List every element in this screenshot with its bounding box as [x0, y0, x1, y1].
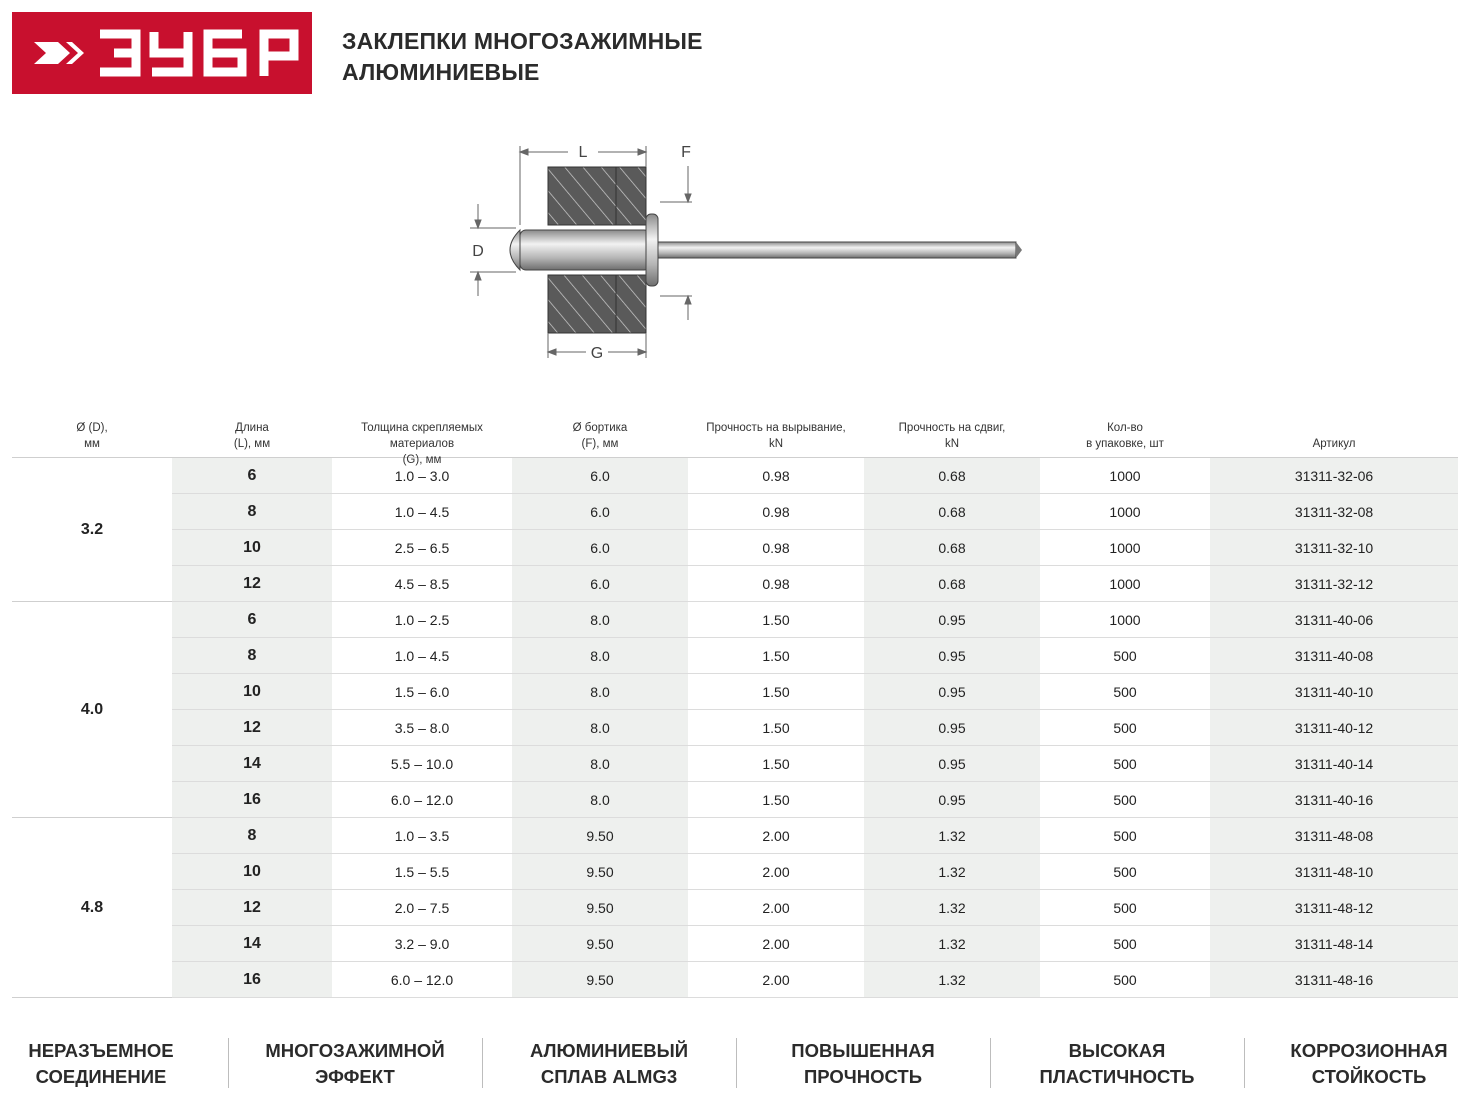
- title-line-1: ЗАКЛЕПКИ МНОГОЗАЖИМНЫЕ: [342, 28, 703, 54]
- label-d: D: [472, 243, 484, 260]
- pull-cell: 1.50: [688, 602, 864, 638]
- feature-item: МНОГОЗАЖИМНОЙ ЭФФЕКТ: [265, 1040, 445, 1087]
- f-cell: 8.0: [512, 746, 688, 782]
- label-g: G: [590, 345, 604, 362]
- shear-cell: 1.32: [864, 926, 1040, 962]
- len-cell: 12: [172, 566, 332, 602]
- shear-cell: 0.95: [864, 782, 1040, 818]
- table-row: [12, 638, 1458, 674]
- label-f: F: [681, 144, 691, 161]
- g-cell: 1.0 – 4.5: [332, 494, 512, 530]
- art-cell: 31311-40-10: [1210, 674, 1458, 710]
- table-row: [12, 746, 1458, 782]
- g-cell: 1.5 – 5.5: [332, 854, 512, 890]
- art-cell: 31311-32-12: [1210, 566, 1458, 602]
- qty-cell: 500: [1040, 854, 1210, 890]
- pull-cell: 1.50: [688, 710, 864, 746]
- feature-item: КОРРОЗИОННАЯ СТОЙКОСТЬ: [1290, 1040, 1448, 1087]
- len-cell: 6: [172, 602, 332, 638]
- g-cell: 6.0 – 12.0: [332, 962, 512, 998]
- len-cell: 14: [172, 746, 332, 782]
- feature-item: НЕРАЗЪЕМНОЕ СОЕДИНЕНИЕ: [28, 1040, 174, 1087]
- spec-rows: [12, 457, 1458, 998]
- art-cell: 31311-32-08: [1210, 494, 1458, 530]
- shear-cell: 0.95: [864, 638, 1040, 674]
- f-cell: 6.0: [512, 458, 688, 494]
- f-cell: 8.0: [512, 782, 688, 818]
- qty-cell: 1000: [1040, 602, 1210, 638]
- f-cell: 8.0: [512, 674, 688, 710]
- plate-bottom-left: [548, 275, 616, 333]
- feature-divider: [228, 1038, 229, 1088]
- mandrel-tip: [1016, 242, 1022, 258]
- shear-cell: 1.32: [864, 890, 1040, 926]
- g-cell: 3.2 – 9.0: [332, 926, 512, 962]
- spec-table: [12, 415, 1458, 998]
- qty-cell: 500: [1040, 962, 1210, 998]
- shear-cell: 0.95: [864, 674, 1040, 710]
- qty-cell: 500: [1040, 710, 1210, 746]
- len-cell: 12: [172, 890, 332, 926]
- pull-cell: 2.00: [688, 890, 864, 926]
- table-row: [12, 962, 1458, 998]
- pull-cell: 1.50: [688, 782, 864, 818]
- f-cell: 8.0: [512, 638, 688, 674]
- table-row: [12, 782, 1458, 818]
- zubr-logo-icon: [12, 12, 312, 94]
- shear-cell: 0.95: [864, 746, 1040, 782]
- feature-divider: [482, 1038, 483, 1088]
- table-row: [12, 710, 1458, 746]
- g-cell: 5.5 – 10.0: [332, 746, 512, 782]
- art-cell: 31311-48-08: [1210, 818, 1458, 854]
- g-cell: 1.0 – 3.0: [332, 458, 512, 494]
- art-cell: 31311-48-12: [1210, 890, 1458, 926]
- g-cell: 1.0 – 2.5: [332, 602, 512, 638]
- diameter-cell: 4.0: [12, 602, 172, 818]
- header-length: Длина (L), мм: [233, 422, 271, 450]
- table-row: [12, 530, 1458, 566]
- pull-cell: 0.98: [688, 566, 864, 602]
- rivet-mandrel: [658, 242, 1016, 258]
- feature-item: ПОВЫШЕННАЯ ПРОЧНОСТЬ: [791, 1040, 935, 1087]
- table-row: [12, 818, 1458, 854]
- art-cell: 31311-32-06: [1210, 458, 1458, 494]
- f-cell: 9.50: [512, 890, 688, 926]
- qty-cell: 500: [1040, 782, 1210, 818]
- art-cell: 31311-32-10: [1210, 530, 1458, 566]
- feature-divider: [1244, 1038, 1245, 1088]
- f-cell: 9.50: [512, 926, 688, 962]
- diameter-cell: 3.2: [12, 458, 172, 602]
- art-cell: 31311-40-16: [1210, 782, 1458, 818]
- art-cell: 31311-40-14: [1210, 746, 1458, 782]
- table-header: [12, 415, 1458, 466]
- feature-item: АЛЮМИНИЕВЫЙ СПЛАВ ALMG3: [529, 1040, 689, 1087]
- qty-cell: 500: [1040, 746, 1210, 782]
- pull-cell: 1.50: [688, 674, 864, 710]
- len-cell: 16: [172, 962, 332, 998]
- g-cell: 4.5 – 8.5: [332, 566, 512, 602]
- qty-cell: 1000: [1040, 530, 1210, 566]
- g-cell: 2.0 – 7.5: [332, 890, 512, 926]
- table-row: [12, 494, 1458, 530]
- len-cell: 12: [172, 710, 332, 746]
- art-cell: 31311-40-06: [1210, 602, 1458, 638]
- pull-cell: 1.50: [688, 638, 864, 674]
- diameter-cell: 4.8: [12, 818, 172, 998]
- g-cell: 6.0 – 12.0: [332, 782, 512, 818]
- header-article: Артикул: [1312, 438, 1356, 450]
- rivet-body: [520, 230, 650, 270]
- art-cell: 31311-48-16: [1210, 962, 1458, 998]
- brand-logo: [12, 12, 312, 94]
- len-cell: 6: [172, 458, 332, 494]
- feature-item: ВЫСОКАЯ ПЛАСТИЧНОСТЬ: [1039, 1040, 1195, 1087]
- plate-top-left: [548, 167, 616, 225]
- feature-divider: [990, 1038, 991, 1088]
- shear-cell: 0.68: [864, 530, 1040, 566]
- pull-cell: 2.00: [688, 962, 864, 998]
- pull-cell: 2.00: [688, 854, 864, 890]
- pull-cell: 0.98: [688, 530, 864, 566]
- g-cell: 2.5 – 6.5: [332, 530, 512, 566]
- feature-strip: [0, 1034, 1465, 1094]
- g-cell: 1.0 – 4.5: [332, 638, 512, 674]
- header-pull: Прочность на вырывание, kN: [706, 422, 846, 450]
- art-cell: 31311-40-08: [1210, 638, 1458, 674]
- len-cell: 10: [172, 674, 332, 710]
- f-cell: 9.50: [512, 854, 688, 890]
- g-cell: 1.0 – 3.5: [332, 818, 512, 854]
- qty-cell: 500: [1040, 818, 1210, 854]
- art-cell: 31311-40-12: [1210, 710, 1458, 746]
- header-shear: Прочность на сдвиг, kN: [898, 422, 1006, 450]
- title-line-2: АЛЮМИНИЕВЫЕ: [342, 59, 540, 85]
- header-grip: Толщина скрепляемых материалов (G), мм: [361, 422, 483, 466]
- f-cell: 6.0: [512, 566, 688, 602]
- len-cell: 10: [172, 530, 332, 566]
- qty-cell: 500: [1040, 674, 1210, 710]
- table-row: [12, 458, 1458, 494]
- qty-cell: 1000: [1040, 566, 1210, 602]
- shear-cell: 0.68: [864, 566, 1040, 602]
- header-qty: Кол-во в упаковке, шт: [1086, 422, 1164, 450]
- table-row: [12, 854, 1458, 890]
- table-row: [12, 926, 1458, 962]
- g-cell: 3.5 – 8.0: [332, 710, 512, 746]
- len-cell: 14: [172, 926, 332, 962]
- plate-bottom-right: [616, 275, 646, 333]
- shear-cell: 0.95: [864, 710, 1040, 746]
- shear-cell: 1.32: [864, 962, 1040, 998]
- shear-cell: 0.68: [864, 458, 1040, 494]
- len-cell: 8: [172, 638, 332, 674]
- f-cell: 8.0: [512, 710, 688, 746]
- art-cell: 31311-48-14: [1210, 926, 1458, 962]
- qty-cell: 500: [1040, 926, 1210, 962]
- rivet-diagram: [460, 130, 1040, 370]
- f-cell: 6.0: [512, 530, 688, 566]
- page-title: [342, 26, 703, 88]
- table-row: [12, 890, 1458, 926]
- pull-cell: 1.50: [688, 746, 864, 782]
- shear-cell: 0.68: [864, 494, 1040, 530]
- rivet-flange: [646, 214, 658, 286]
- header-diameter: Ø (D), мм: [76, 422, 108, 450]
- qty-cell: 1000: [1040, 458, 1210, 494]
- len-cell: 8: [172, 818, 332, 854]
- f-cell: 8.0: [512, 602, 688, 638]
- shear-cell: 1.32: [864, 854, 1040, 890]
- table-row: [12, 602, 1458, 638]
- len-cell: 8: [172, 494, 332, 530]
- table-row: [12, 566, 1458, 602]
- f-cell: 9.50: [512, 818, 688, 854]
- len-cell: 10: [172, 854, 332, 890]
- feature-divider: [736, 1038, 737, 1088]
- len-cell: 16: [172, 782, 332, 818]
- pull-cell: 2.00: [688, 926, 864, 962]
- qty-cell: 500: [1040, 890, 1210, 926]
- qty-cell: 1000: [1040, 494, 1210, 530]
- qty-cell: 500: [1040, 638, 1210, 674]
- pull-cell: 2.00: [688, 818, 864, 854]
- table-row: [12, 674, 1458, 710]
- label-l: L: [578, 144, 588, 161]
- shear-cell: 0.95: [864, 602, 1040, 638]
- pull-cell: 0.98: [688, 494, 864, 530]
- plate-top-right: [616, 167, 646, 225]
- art-cell: 31311-48-10: [1210, 854, 1458, 890]
- shear-cell: 1.32: [864, 818, 1040, 854]
- g-cell: 1.5 – 6.0: [332, 674, 512, 710]
- rivet-tail: [510, 230, 520, 270]
- f-cell: 9.50: [512, 962, 688, 998]
- f-cell: 6.0: [512, 494, 688, 530]
- pull-cell: 0.98: [688, 458, 864, 494]
- header-flange: Ø бортика (F), мм: [572, 422, 628, 450]
